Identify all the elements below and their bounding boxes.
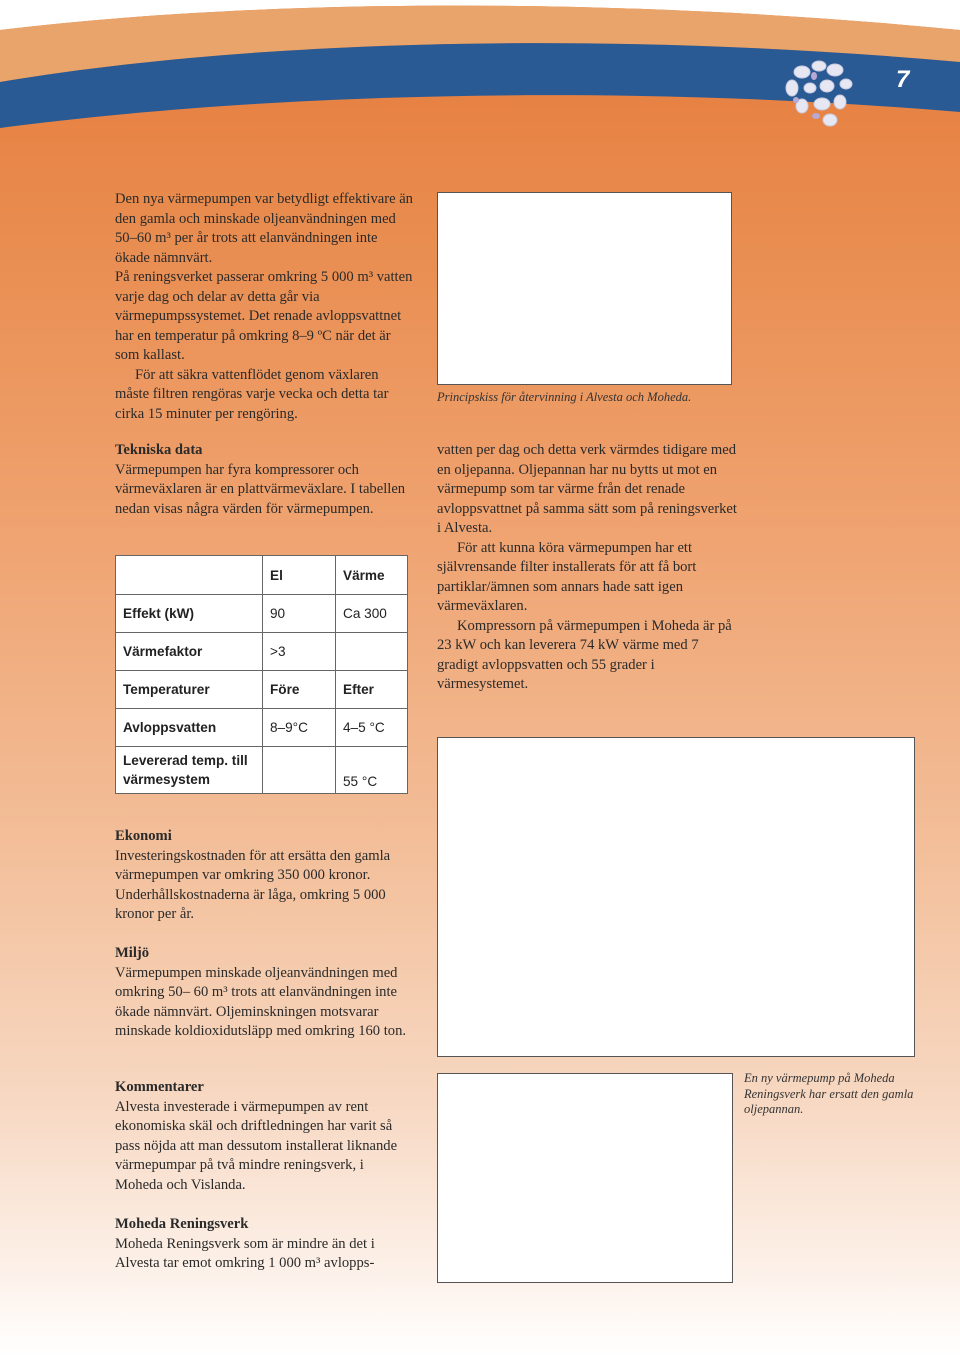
- new-heat-pump-photo: [437, 1073, 733, 1283]
- photo-large: [437, 737, 915, 1057]
- miljo-section: [115, 944, 415, 1042]
- table-cell: 55 °C: [336, 747, 408, 794]
- moheda-section: [115, 1215, 415, 1274]
- moheda-heading: Moheda Reningsverk: [115, 1216, 249, 1232]
- ekonomi-section: [115, 827, 415, 925]
- table-row: [116, 633, 408, 671]
- intro-paragraph-2: På reningsverket passerar omkring 5 000 m³ vatten varje dag och delar av detta går via värmepumpssystemet. Det renade avloppsvattnet har en temperatur på omkring 8–9 ºC när det är som kallast.: [115, 269, 413, 363]
- table-cell: [263, 747, 336, 794]
- tekniska-data-body: Värmepumpen har fyra kompressorer och värmeväxlaren är en plattvärmeväxlare. I tabellen nedan visas några värden för värmepumpen.: [115, 461, 406, 517]
- table-cell: Temperaturer: [116, 671, 263, 709]
- tekniska-data-section: [115, 441, 415, 519]
- ekonomi-heading: Ekonomi: [115, 828, 172, 844]
- ekonomi-body: Investeringskostnaden för att ersätta den gamla värmepumpen var omkring 350 000 kronor. Underhållskostnaderna är låga, omkring 5 000 kronor per år.: [115, 847, 391, 922]
- moheda-body: Moheda Reningsverk som är mindre än det i Alvesta tar emot omkring 1 000 m³ avlopps-: [115, 1235, 375, 1271]
- kommentarer-section: [115, 1078, 415, 1195]
- table-header-cell: El: [263, 556, 336, 595]
- table-row: [116, 709, 408, 747]
- kommentarer-body: Alvesta investerade i värmepumpen av rent ekonomiska skäl och driftledningen har varit så pass nöjda att man dessutom installerat liknande värmepumpar på två mindre reningsverk, i Moheda och Vislanda.: [115, 1098, 398, 1193]
- table-cell: Avloppsvatten: [116, 709, 263, 747]
- table-row: [116, 595, 408, 633]
- intro-paragraph-3: För att säkra vattenflödet genom växlaren måste filtren rengöras varje vecka och detta tar cirka 15 minuter per rengöring.: [115, 366, 389, 422]
- right-paragraph-2: För att kunna köra värmepumpen har ett självrensande filter installerats för att få bort partiklar/ämnen som annars hade satt igen värmeväxlaren.: [437, 539, 697, 614]
- table-row: [116, 671, 408, 709]
- principle-sketch-caption: Principskiss för återvinning i Alvesta och Moheda.: [437, 390, 692, 404]
- right-paragraph-3: Kompressorn på värmepumpen i Moheda är på 23 kW och kan leverera 74 kW värme med 7 gradigt avloppsvatten och 55 grader i värmesystemet.: [437, 617, 732, 692]
- table-cell: Efter: [336, 671, 408, 709]
- table-cell: 4–5 °C: [336, 709, 408, 747]
- page-number: 7: [896, 66, 910, 93]
- flower-logo-icon: [772, 56, 872, 136]
- table-cell: 90: [263, 595, 336, 633]
- table-cell: 8–9°C: [263, 709, 336, 747]
- intro-paragraph-1: Den nya värmepumpen var betydligt effektivare än den gamla och minskade oljeanvändningen med 50–60 m³ per år trots att elanvändningen inte ökade nämnvärt.: [115, 191, 413, 266]
- miljo-heading: Miljö: [115, 945, 150, 961]
- table-cell: Ca 300: [336, 595, 408, 633]
- right-column-text: [437, 441, 737, 695]
- heat-pump-data-table: [115, 555, 408, 794]
- table-cell: Effekt (kW): [116, 595, 263, 633]
- new-heat-pump-caption: En ny värmepump på Moheda Reningsverk har ersatt den gamla oljepannan.: [744, 1071, 914, 1116]
- table-header-cell: Värme: [336, 556, 408, 595]
- table-cell: >3: [263, 633, 336, 671]
- principle-sketch-image: [437, 192, 732, 385]
- kommentarer-heading: Kommentarer: [115, 1079, 204, 1095]
- table-header-cell: [116, 556, 263, 595]
- tekniska-data-heading: Tekniska data: [115, 442, 203, 458]
- table-cell: Levererad temp. till värmesystem: [116, 747, 263, 794]
- table-row: [116, 747, 408, 794]
- right-paragraph-1: vatten per dag och detta verk värmdes tidigare med en oljepanna. Oljepannan har nu bytts ut mot en värmepump som tar värme från det renade avloppsvattnet på samma sätt som på reningsverket i Alvesta.: [437, 442, 737, 536]
- table-cell: [336, 633, 408, 671]
- table-cell: Före: [263, 671, 336, 709]
- miljo-body: Värmepumpen minskade oljeanvändningen med omkring 50– 60 m³ trots att elanvändningen inte ökade nämnvärt. Oljeminskningen motsvarar minskade koldioxidutsläpp med omkring 160 ton.: [115, 964, 407, 1039]
- table-cell: Värmefaktor: [116, 633, 263, 671]
- intro-text: [115, 190, 415, 424]
- table-header-row: [116, 556, 408, 595]
